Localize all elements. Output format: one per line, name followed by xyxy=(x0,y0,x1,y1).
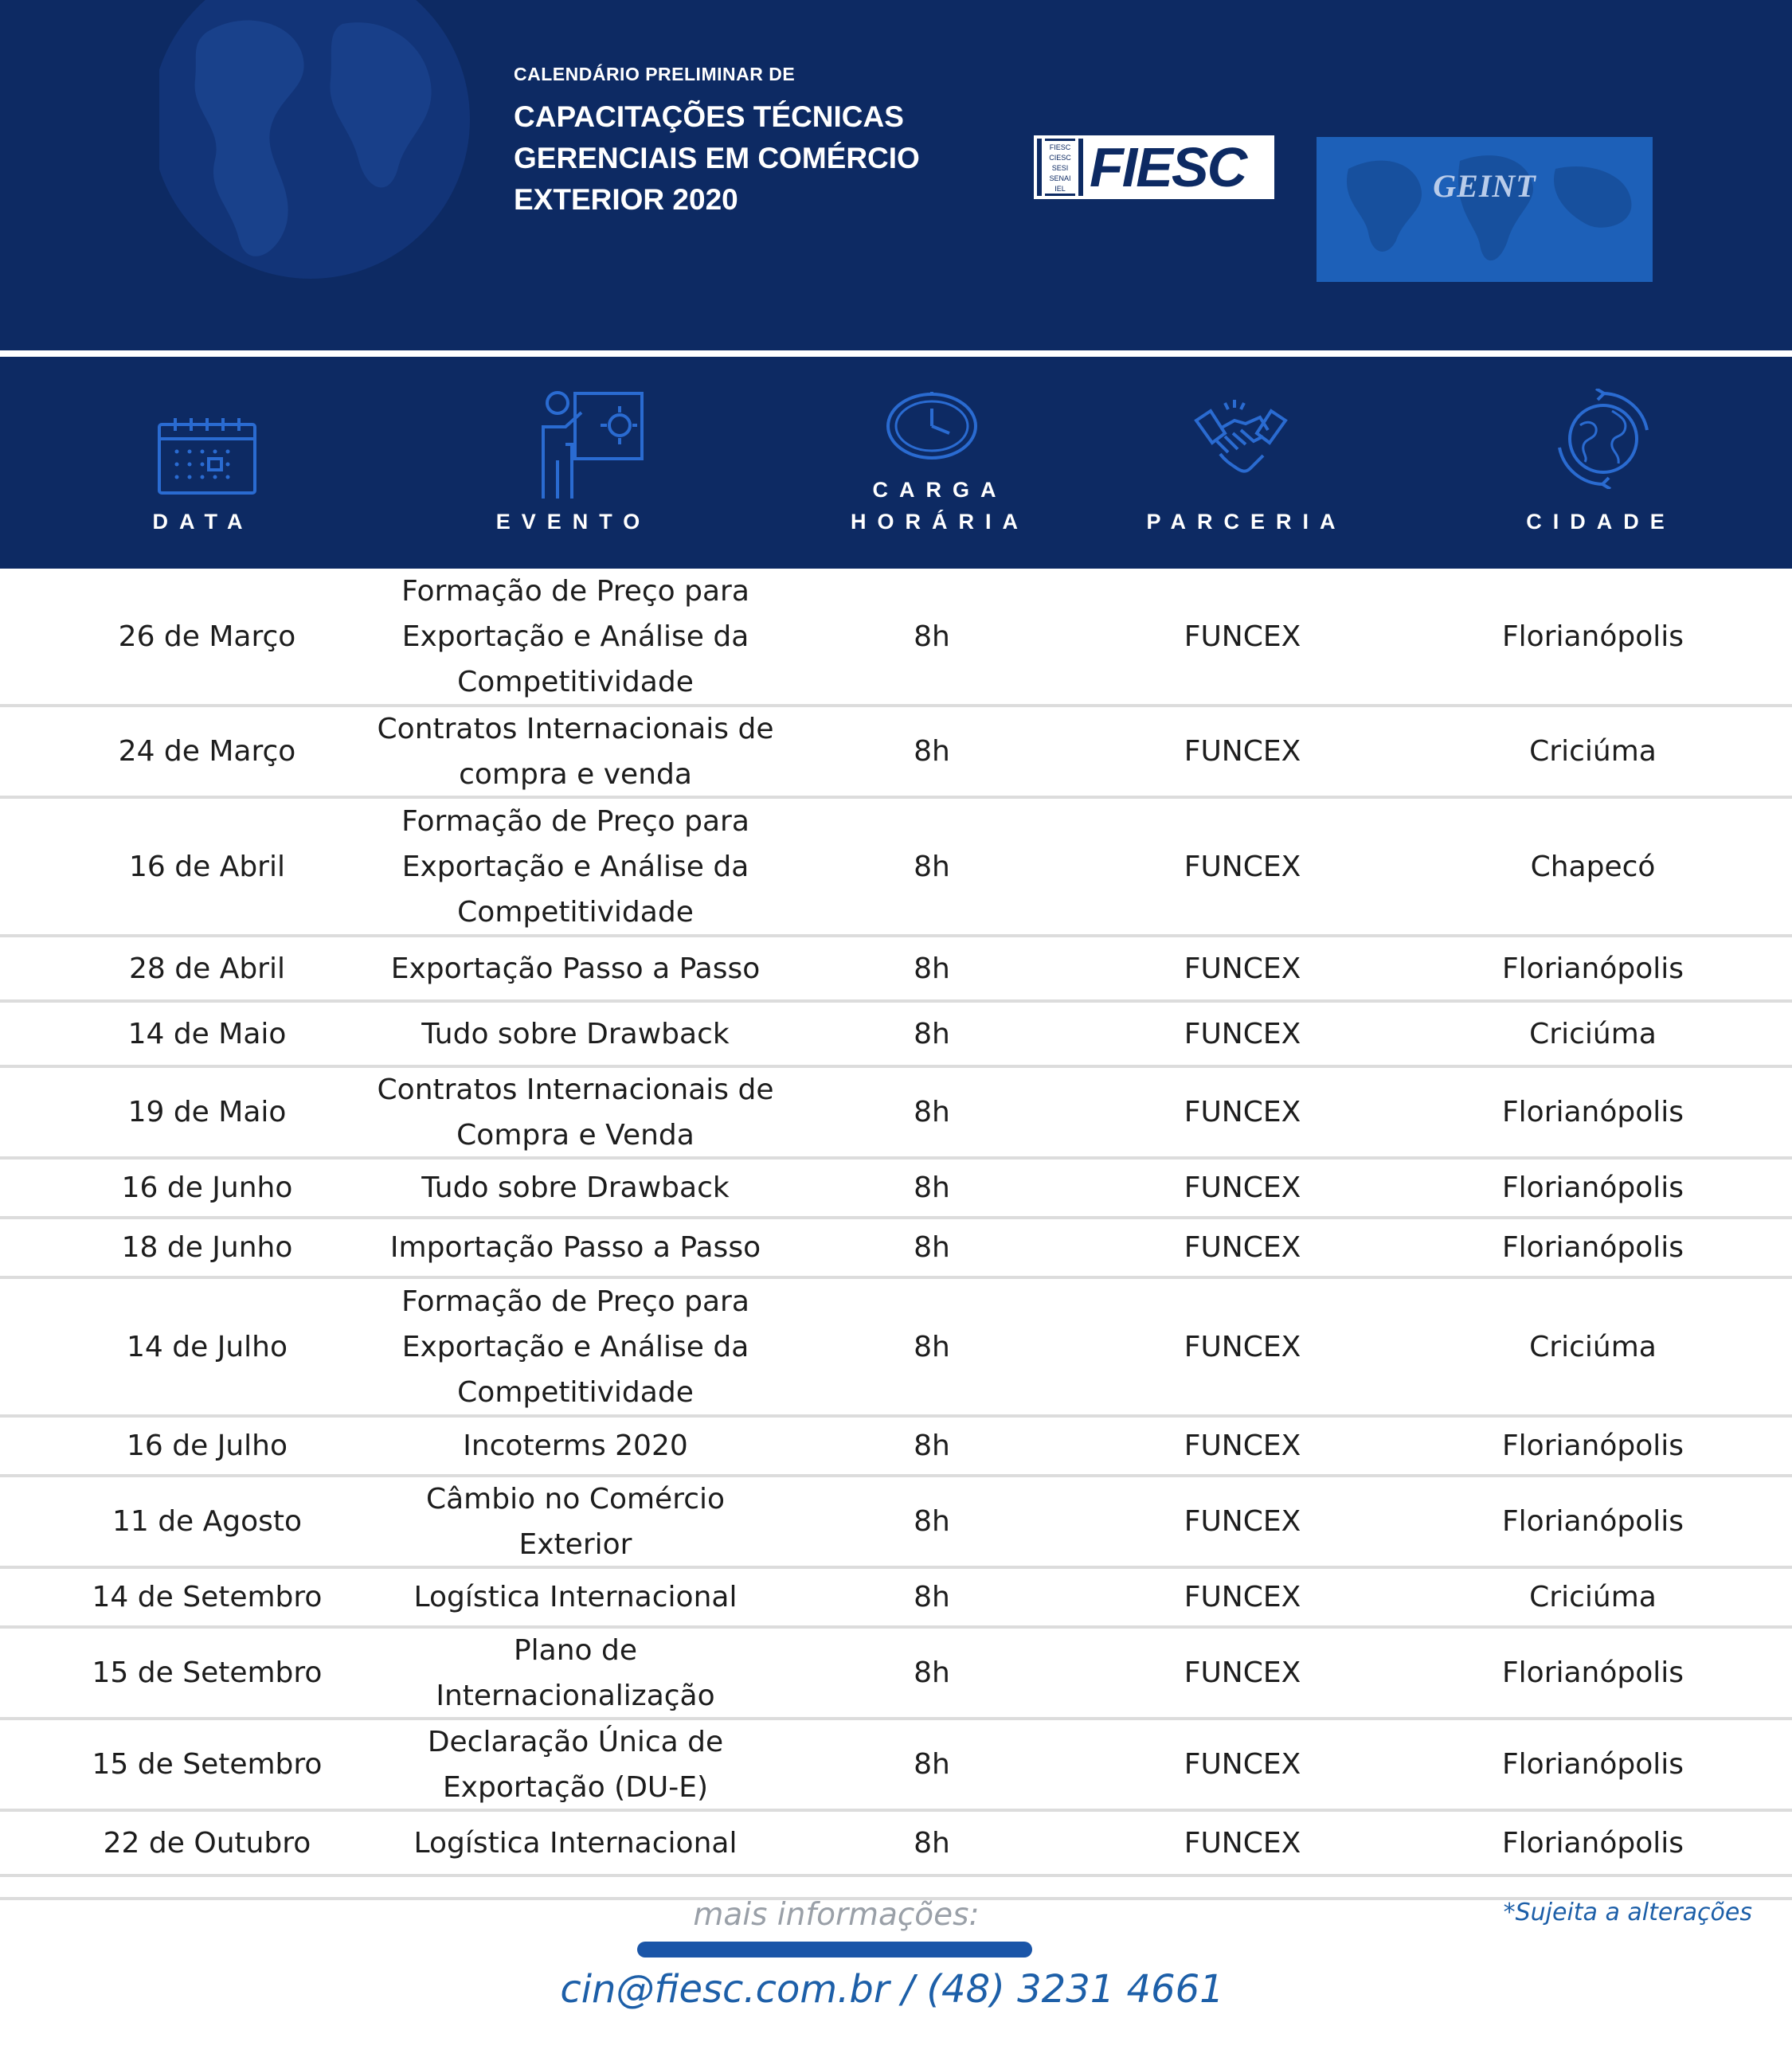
header-cidade xyxy=(1481,357,1720,569)
cell-cidade: Criciúma xyxy=(1529,1581,1657,1613)
evento-lines xyxy=(463,1423,688,1469)
evento-line: Importação Passo a Passo xyxy=(389,1231,761,1264)
cell-carga-horaria: 8h xyxy=(914,620,950,653)
cell-evento xyxy=(362,707,788,796)
cell-data: 11 de Agosto xyxy=(112,1505,303,1538)
cell-data: 28 de Abril xyxy=(129,952,285,985)
header-horaria-label: HORÁRIA xyxy=(851,510,1029,534)
cell-data: 18 de Junho xyxy=(121,1231,293,1264)
header-cidade-label: CIDADE xyxy=(1526,510,1676,534)
evento-lines xyxy=(428,1719,723,1810)
evento-lines xyxy=(414,1574,738,1620)
evento-line: Formação de Preço para xyxy=(401,1285,749,1318)
cell-parceria: FUNCEX xyxy=(1184,620,1301,653)
cell-data: 22 de Outubro xyxy=(103,1826,311,1860)
cell-carga-horaria: 8h xyxy=(914,1017,950,1050)
table-row xyxy=(0,569,1792,707)
cell-data: 19 de Maio xyxy=(127,1096,287,1128)
table-row xyxy=(0,1812,1792,1877)
evento-line: Câmbio no Comércio xyxy=(425,1482,726,1516)
evento-line: Tudo sobre Drawback xyxy=(421,1171,730,1204)
cell-cidade: Florianópolis xyxy=(1501,1748,1684,1781)
evento-line: Compra e Venda xyxy=(456,1118,694,1152)
cell-data: 14 de Julho xyxy=(127,1330,288,1363)
cell-evento xyxy=(362,1629,788,1717)
evento-line: Competitividade xyxy=(457,1375,694,1409)
cell-carga-horaria: 8h xyxy=(914,850,950,883)
evento-line: Declaração Única de xyxy=(427,1725,724,1758)
evento-line: Formação de Preço para xyxy=(401,804,749,838)
subject-to-change-note: *Sujeita a alterações xyxy=(1503,1899,1752,1926)
cell-data: 16 de Julho xyxy=(127,1430,288,1462)
evento-line: Exportação (DU-E) xyxy=(442,1770,709,1804)
evento-line: Contratos Internacionais de xyxy=(377,1073,774,1106)
fiesc-sublabel-2: CIESC xyxy=(1049,154,1071,162)
cell-parceria: FUNCEX xyxy=(1184,1581,1301,1613)
header-parceria xyxy=(1115,357,1378,569)
cell-evento xyxy=(362,1477,788,1566)
cell-parceria: FUNCEX xyxy=(1184,1430,1301,1462)
cell-parceria: FUNCEX xyxy=(1184,1017,1301,1050)
cell-evento xyxy=(362,1219,788,1276)
cell-cidade: Florianópolis xyxy=(1501,620,1684,653)
evento-line: Internacionalização xyxy=(436,1679,715,1712)
globe-background-icon xyxy=(159,0,494,319)
cell-evento xyxy=(362,1418,788,1474)
cell-carga-horaria: 8h xyxy=(914,1656,950,1689)
geint-box xyxy=(1317,137,1653,282)
table-row xyxy=(0,1418,1792,1477)
footer-pill-bar xyxy=(637,1942,1032,1958)
fiesc-logo-text: FIESC xyxy=(1090,136,1246,198)
header-carga-horaria xyxy=(820,357,1059,569)
cell-cidade: Florianópolis xyxy=(1501,1171,1684,1204)
cell-carga-horaria: 8h xyxy=(914,1096,950,1128)
evento-line: Formação de Preço para xyxy=(401,574,749,608)
cell-parceria: FUNCEX xyxy=(1184,1505,1301,1538)
cell-carga-horaria: 8h xyxy=(914,1231,950,1264)
cell-cidade: Criciúma xyxy=(1529,735,1657,768)
header-carga-label: CARGA xyxy=(872,478,1008,502)
cell-cidade: Florianópolis xyxy=(1501,1231,1684,1264)
table-row xyxy=(0,1219,1792,1279)
cell-cidade: Florianópolis xyxy=(1501,1656,1684,1689)
evento-line: Competitividade xyxy=(457,895,694,929)
table-row xyxy=(0,1477,1792,1569)
header-data-label: DATA xyxy=(152,510,254,534)
cell-evento xyxy=(362,1812,788,1874)
fiesc-logo xyxy=(1034,135,1274,199)
cell-carga-horaria: 8h xyxy=(914,1505,950,1538)
clock-icon xyxy=(884,389,980,460)
cell-cidade: Florianópolis xyxy=(1501,952,1684,985)
cell-cidade: Criciúma xyxy=(1529,1330,1657,1363)
cell-evento xyxy=(362,1720,788,1809)
header-evento-label: EVENTO xyxy=(495,510,651,534)
cell-parceria: FUNCEX xyxy=(1184,1826,1301,1860)
table-row xyxy=(0,937,1792,1003)
evento-line: Tudo sobre Drawback xyxy=(421,1017,730,1050)
cell-carga-horaria: 8h xyxy=(914,952,950,985)
title-line-3: EXTERIOR 2020 xyxy=(514,183,738,216)
evento-line: compra e venda xyxy=(459,757,692,791)
cell-cidade: Florianópolis xyxy=(1501,1096,1684,1128)
evento-lines xyxy=(401,569,749,705)
evento-line: Exportação e Análise da xyxy=(401,1330,749,1363)
cell-data: 15 de Setembro xyxy=(92,1656,323,1689)
cell-evento xyxy=(362,799,788,934)
cell-cidade: Florianópolis xyxy=(1501,1505,1684,1538)
top-banner xyxy=(0,0,1792,350)
evento-lines xyxy=(426,1476,725,1567)
cell-data: 14 de Setembro xyxy=(92,1581,323,1613)
title-subheading: CALENDÁRIO PRELIMINAR DE xyxy=(514,64,796,84)
evento-lines xyxy=(414,1821,738,1866)
cell-parceria: FUNCEX xyxy=(1184,850,1301,883)
cell-parceria: FUNCEX xyxy=(1184,1330,1301,1363)
cell-data: 14 de Maio xyxy=(127,1017,287,1050)
cell-carga-horaria: 8h xyxy=(914,1581,950,1613)
cell-parceria: FUNCEX xyxy=(1184,1748,1301,1781)
title-block xyxy=(514,64,920,221)
cell-parceria: FUNCEX xyxy=(1184,1231,1301,1264)
fiesc-sublabel-1: FIESC xyxy=(1049,143,1071,151)
table-row xyxy=(0,1160,1792,1219)
cell-carga-horaria: 8h xyxy=(914,1171,950,1204)
evento-lines xyxy=(421,1165,729,1211)
cell-data: 26 de Março xyxy=(118,620,296,653)
evento-lines xyxy=(378,706,774,797)
cell-evento xyxy=(362,1003,788,1065)
evento-lines xyxy=(421,1011,729,1057)
cell-carga-horaria: 8h xyxy=(914,1330,950,1363)
evento-line: Exportação e Análise da xyxy=(401,620,749,653)
cell-evento xyxy=(362,1279,788,1414)
cell-evento xyxy=(362,569,788,704)
cell-carga-horaria: 8h xyxy=(914,1826,950,1860)
evento-line: Incoterms 2020 xyxy=(463,1430,688,1462)
cell-parceria: FUNCEX xyxy=(1184,1096,1301,1128)
header-evento xyxy=(446,357,701,569)
evento-line: Logística Internacional xyxy=(413,1826,738,1860)
cell-data: 15 de Setembro xyxy=(92,1748,323,1781)
cell-evento xyxy=(362,1569,788,1625)
calendar-icon xyxy=(156,417,258,496)
evento-lines xyxy=(391,946,761,991)
cell-parceria: FUNCEX xyxy=(1184,735,1301,768)
evento-lines xyxy=(436,1628,714,1719)
cell-evento xyxy=(362,937,788,999)
cell-data: 16 de Junho xyxy=(121,1171,293,1204)
handshake-icon xyxy=(1193,397,1289,484)
evento-lines xyxy=(378,1067,774,1158)
evento-line: Competitividade xyxy=(457,665,694,698)
more-info-label: mais informações: xyxy=(693,1897,980,1933)
fiesc-sublabel-4: SENAI xyxy=(1049,174,1071,182)
contact-info-link[interactable]: cin@fiesc.com.br / (48) 3231 4661 xyxy=(560,1967,1224,2012)
cell-carga-horaria: 8h xyxy=(914,735,950,768)
table-row xyxy=(0,1068,1792,1160)
fiesc-sublabel-3: SESI xyxy=(1051,164,1069,172)
evento-line: Exterior xyxy=(518,1527,632,1561)
evento-line: Exportação Passo a Passo xyxy=(390,952,761,985)
evento-lines xyxy=(390,1225,761,1270)
cell-evento xyxy=(362,1068,788,1156)
globe-refresh-icon xyxy=(1553,389,1653,489)
cell-parceria: FUNCEX xyxy=(1184,952,1301,985)
table-header xyxy=(0,357,1792,569)
evento-line: Plano de xyxy=(513,1633,638,1667)
table-row xyxy=(0,1720,1792,1812)
evento-lines xyxy=(401,799,749,935)
table-row xyxy=(0,1279,1792,1418)
cell-carga-horaria: 8h xyxy=(914,1430,950,1462)
presenter-icon xyxy=(534,389,645,500)
cell-cidade: Chapecó xyxy=(1530,850,1656,883)
cell-evento xyxy=(362,1160,788,1216)
evento-line: Exportação e Análise da xyxy=(401,850,749,883)
evento-lines xyxy=(401,1279,749,1415)
world-map-icon xyxy=(1317,137,1653,282)
geint-label: GEINT xyxy=(1433,168,1536,204)
header-parceria-label: PARCERIA xyxy=(1146,510,1347,534)
table-row xyxy=(0,1569,1792,1629)
table-row xyxy=(0,799,1792,937)
cell-carga-horaria: 8h xyxy=(914,1748,950,1781)
header-data xyxy=(80,357,327,569)
fiesc-stripes-icon xyxy=(1037,139,1083,196)
evento-line: Logística Internacional xyxy=(413,1581,738,1613)
title-line-1: CAPACITAÇÕES TÉCNICAS xyxy=(514,100,904,133)
cell-parceria: FUNCEX xyxy=(1184,1171,1301,1204)
cell-parceria: FUNCEX xyxy=(1184,1656,1301,1689)
table-row xyxy=(0,1629,1792,1720)
cell-cidade: Florianópolis xyxy=(1501,1826,1684,1860)
evento-line: Contratos Internacionais de xyxy=(377,712,774,745)
title-line-2: GERENCIAIS EM COMÉRCIO xyxy=(514,142,920,174)
table-row xyxy=(0,1003,1792,1068)
table-row xyxy=(0,707,1792,799)
cell-data: 24 de Março xyxy=(118,735,296,768)
cell-data: 16 de Abril xyxy=(129,850,285,883)
fiesc-sublabel-5: IEL xyxy=(1054,185,1066,193)
cell-cidade: Florianópolis xyxy=(1501,1430,1684,1462)
cell-cidade: Criciúma xyxy=(1529,1017,1657,1050)
